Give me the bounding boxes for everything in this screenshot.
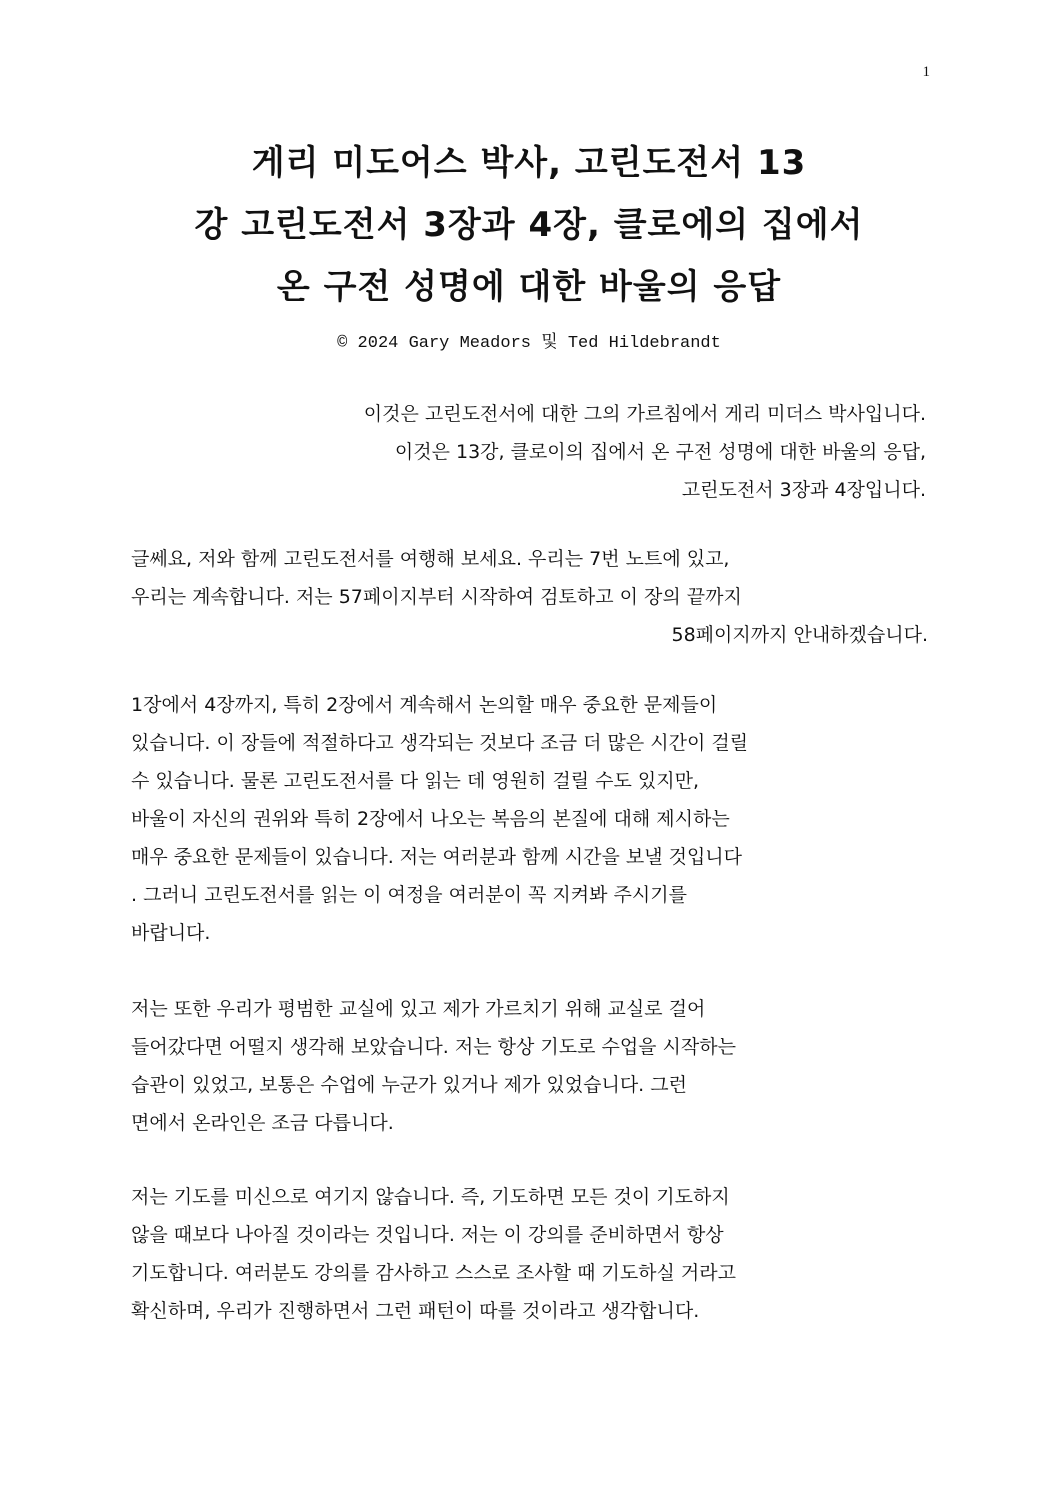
title-line: 강 고린도전서 3장과 4장, 클로에의 집에서 <box>194 205 864 245</box>
paragraph-line: 확신하며, 우리가 진행하면서 그런 패턴이 따를 것이라고 생각합니다. <box>131 1300 700 1322</box>
paragraph-line: 58페이지까지 안내하겠습니다. <box>671 624 928 646</box>
paragraph-line: 바울이 자신의 권위와 특히 2장에서 나오는 복음의 본질에 대해 제시하는 <box>131 808 730 830</box>
title-line: 게리 미도어스 박사, 고린도전서 13 <box>251 143 807 183</box>
intro-paragraph <box>166 395 926 509</box>
document-title <box>100 132 958 318</box>
intro-line: 이것은 고린도전서에 대한 그의 가르침에서 게리 미더스 박사입니다. <box>363 403 926 425</box>
intro-line: 고린도전서 3장과 4장입니다. <box>681 479 926 501</box>
body-paragraph-1 <box>131 540 928 654</box>
body-paragraph-4 <box>131 1178 928 1330</box>
paragraph-line: . 그러니 고린도전서를 읽는 이 여정을 여러분이 꼭 지켜봐 주시기를 <box>131 884 687 906</box>
paragraph-line: 습관이 있었고, 보통은 수업에 누군가 있거나 제가 있었습니다. 그런 <box>131 1074 687 1096</box>
paragraph-line: 수 있습니다. 물론 고린도전서를 다 읽는 데 영원히 걸릴 수도 있지만, <box>131 770 700 792</box>
paragraph-line: 들어갔다면 어떨지 생각해 보았습니다. 저는 항상 기도로 수업을 시작하는 <box>131 1036 736 1058</box>
body-paragraph-3 <box>131 990 928 1142</box>
paragraph-line: 바랍니다. <box>131 922 211 944</box>
paragraph-line: 않을 때보다 나아질 것이라는 것입니다. 저는 이 강의를 준비하면서 항상 <box>131 1224 724 1246</box>
paragraph-line: 저는 또한 우리가 평범한 교실에 있고 제가 가르치기 위해 교실로 걸어 <box>131 998 706 1020</box>
body-paragraph-2 <box>131 686 928 952</box>
paragraph-line: 글쎄요, 저와 함께 고린도전서를 여행해 보세요. 우리는 7번 노트에 있고, <box>131 548 730 570</box>
paragraph-line: 있습니다. 이 장들에 적절하다고 생각되는 것보다 조금 더 많은 시간이 걸릴 <box>131 732 749 754</box>
paragraph-line: 기도합니다. 여러분도 강의를 감사하고 스스로 조사할 때 기도하실 거라고 <box>131 1262 736 1284</box>
page-number: 1 <box>922 64 930 80</box>
paragraph-line: 매우 중요한 문제들이 있습니다. 저는 여러분과 함께 시간을 보낼 것입니다 <box>131 846 743 868</box>
copyright-notice: © 2024 Gary Meadors 및 Ted Hildebrandt <box>337 334 721 353</box>
paragraph-line: 우리는 계속합니다. 저는 57페이지부터 시작하여 검토하고 이 장의 끝까지 <box>131 586 742 608</box>
paragraph-line: 저는 기도를 미신으로 여기지 않습니다. 즉, 기도하면 모든 것이 기도하지 <box>131 1186 730 1208</box>
title-line: 온 구전 성명에 대한 바울의 응답 <box>276 267 782 307</box>
intro-line: 이것은 13강, 클로이의 집에서 온 구전 성명에 대한 바울의 응답, <box>394 441 926 463</box>
paragraph-line: 면에서 온라인은 조금 다릅니다. <box>131 1112 394 1134</box>
paragraph-line: 1장에서 4장까지, 특히 2장에서 계속해서 논의할 매우 중요한 문제들이 <box>131 694 718 716</box>
